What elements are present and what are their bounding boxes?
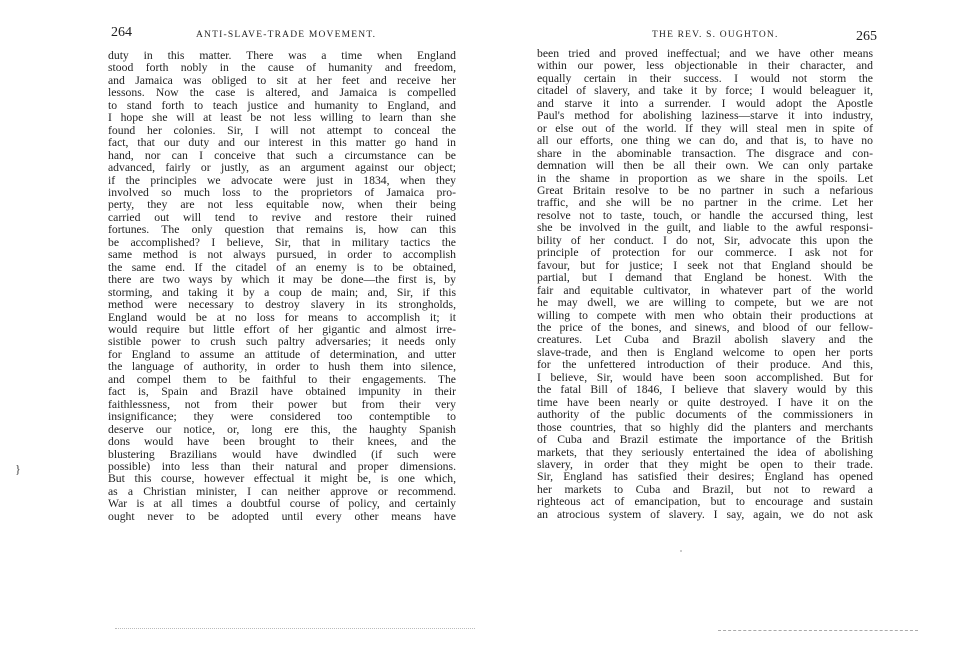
text-line: hand, nor can I conceive that such a circumstance can be [108, 148, 456, 162]
text-line: lessons. Now the case is altered, and Jamaica is compelled [108, 86, 456, 100]
text-line: the same end. If the citadel of an enemy is to be obtained, [108, 260, 456, 274]
text-line: slavery, in order that they might be open to their trade. [537, 457, 873, 471]
text-line: perty, they are not less equitable now, when their being [108, 198, 456, 212]
text-line: for the unfettered introduction of their produce. And this, [537, 358, 873, 372]
text-line: or else out of the world. If they will steal men in spite of [537, 121, 873, 135]
text-line: all our efforts, one thing we can do, and that is, to have no [537, 134, 873, 148]
text-line: slave-trade, and then is England welcome to open her ports [537, 345, 873, 359]
text-line: there are two ways by which it may be done—the first is, by [108, 273, 456, 287]
left-running-head: ANTI-SLAVE-TRADE MOVEMENT. [196, 30, 377, 40]
text-line: authority of the public documents of the commissioners in [537, 408, 873, 422]
text-line: and starve it into a surrender. I would adopt the Apostle [537, 96, 873, 110]
margin-mark: } [15, 462, 21, 476]
text-line: insignificance; they were considered too contemptible to [108, 410, 456, 424]
text-line: the fatal Bill of 1846, I believe that slavery would by this [537, 383, 873, 397]
text-line: War is at all times a doubtful course of policy, and certainly [108, 497, 456, 511]
text-line: fact is, Spain and Brazil have obtained impunity in their [108, 385, 456, 399]
text-line: equally certain in their success. I would not storm the [537, 71, 873, 85]
text-line: the price of the bones, and sinews, and blood of our fellow- [537, 320, 873, 334]
text-line: as a Christian minister, I can neither approve or recommend. [108, 484, 456, 498]
text-line: for England to assume an attitude of determination, and utter [108, 347, 456, 361]
text-line: I believe, Sir, would have been soon accomplished. But for [537, 370, 873, 384]
text-line: favour, but for justice; I seek not that England should be [537, 258, 873, 272]
text-line: willing to compete with men who obtain their productions at [537, 308, 873, 322]
text-line: in the shame in proportion as we share in the spoils. Let [537, 171, 873, 185]
text-line: her markets to Cuba and Brazil, but not to reward a [537, 482, 873, 496]
text-line: method were necessary to destroy slavery in its strongholds, [108, 298, 456, 312]
text-line: creatures. Let Cuba and Brazil abolish slavery and the [537, 333, 873, 347]
scan-artifact-right [718, 630, 918, 632]
text-line: traffic, and she will be no partner in the crime. Let her [537, 196, 873, 210]
right-body-text [537, 48, 873, 521]
text-line: of Cuba and Brazil estimate the importance of the British [537, 433, 873, 447]
scan-speck [680, 550, 682, 552]
scan-artifact-left [115, 628, 475, 630]
text-line: Paul's method for abolishing laziness—starve it into industry, [537, 109, 873, 123]
text-line: involved so much loss to the proprietors of Jamaica pro- [108, 185, 456, 199]
text-line: But this course, however effectual it might be, is one which, [108, 472, 456, 486]
text-line: to stand forth to teach justice and humanity to England, and [108, 98, 456, 112]
text-line: fortunes. The only question that remains is, how can this [108, 223, 456, 237]
text-line: same method is not always pursued, in order to accomplish [108, 248, 456, 262]
text-line: he may dwell, we are willing to compete, but we are not [537, 296, 873, 310]
text-line: and compel them to be faithful to their engagements. The [108, 372, 456, 386]
right-page-number: 265 [856, 29, 877, 44]
text-line: the language of authority, in order to hush them into silence, [108, 360, 456, 374]
text-line: fair and equitable cultivator, in whatever part of the world [537, 283, 873, 297]
text-line: citadel of slavery, and take it by force; I would beleaguer it, [537, 84, 873, 98]
text-line: been tried and proved ineffectual; and we have other means [537, 47, 873, 60]
text-line: Sir, England has satisfied their desires; England has opened [537, 470, 873, 484]
text-line: an atrocious system of slavery. I say, again, we do not ask [537, 507, 873, 521]
text-line: resolve not to taste, touch, or handle the accursed thing, lest [537, 208, 873, 222]
text-line: demnation will then be all their own. We can only partake [537, 159, 873, 173]
text-line: time have been nearly or quite destroyed. I have it on the [537, 395, 873, 409]
text-line: storming, and taking it by a coup de main; and, Sir, if this [108, 285, 456, 299]
text-line: Great Britain resolve to be no partner in such a nefarious [537, 183, 873, 197]
text-line: I hope she will at least be not less willing to learn than she [108, 111, 456, 125]
text-line: righteous act of emancipation, but to encourage and sustain [537, 495, 873, 509]
text-line: faithlessness, not from their power but from their very [108, 397, 456, 411]
text-line: those countries, that so highly did the planters and merchants [537, 420, 873, 434]
text-line: England would be at no loss for means to accomplish it; it [108, 310, 456, 324]
text-line: blustering Brazilians would have dwindled (if such were [108, 447, 456, 461]
text-line: share in the abominable transaction. The disgrace and con- [537, 146, 873, 160]
text-line: and Jamaica was obliged to sit at her feet and receive her [108, 73, 456, 87]
left-body-text [108, 50, 456, 523]
text-line: she be involved in the guilt, and liable to the awful responsi- [537, 221, 873, 235]
text-line: deserve our notice, or, long ere this, the haughty Spanish [108, 422, 456, 436]
text-line: duty in this matter. There was a time when England [108, 49, 456, 62]
text-line: advanced, fairly or justly, as an argument against our object; [108, 161, 456, 175]
text-line: sistible power to crush such paltry adversaries; it needs only [108, 335, 456, 349]
text-line: bility of her conduct. I do not, Sir, advocate this upon the [537, 233, 873, 247]
text-line: principle of protection for our commerce. I ask not for [537, 246, 873, 260]
text-line: carried out will tend to revive and restore their ruined [108, 210, 456, 224]
text-line: within our power, less objectionable in their character, and [537, 59, 873, 73]
text-line: partial, but I demand that England be honest. With the [537, 271, 873, 285]
right-page [490, 0, 980, 657]
text-line: fact, that our duty and our interest in this matter go hand in [108, 136, 456, 150]
text-line: if the principles we advocate were just in 1834, when they [108, 173, 456, 187]
right-running-head: THE REV. S. OUGHTON. [652, 30, 779, 40]
text-line: be accomplished? I believe, Sir, that in military tactics the [108, 235, 456, 249]
text-line: found her colonies. Sir, I will not attempt to conceal the [108, 123, 456, 137]
text-line: markets, that they seriously entertained the idea of abolishing [537, 445, 873, 459]
text-line: stood forth nobly in the cause of humanity and freedom, [108, 61, 456, 75]
text-line: dons would have been brought to their knees, and the [108, 435, 456, 449]
left-page-number: 264 [111, 25, 132, 40]
text-line: ought never to be adopted until every other means have [108, 509, 456, 523]
text-line: would require but little effort of her gigantic and almost irre- [108, 322, 456, 336]
text-line: possible) into less than their natural and proper dimensions. [108, 459, 456, 473]
